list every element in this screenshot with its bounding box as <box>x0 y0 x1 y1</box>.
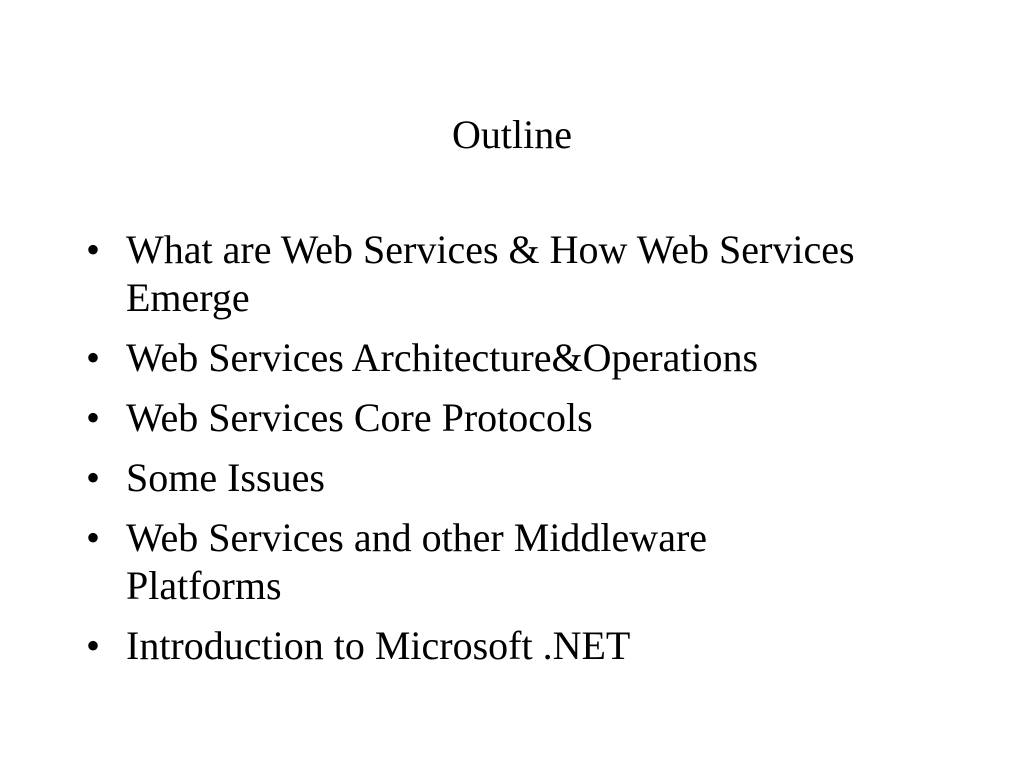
list-item <box>86 622 906 670</box>
bullet-list <box>86 226 906 682</box>
bullet-icon: • <box>86 455 101 500</box>
list-item <box>86 514 906 610</box>
bullet-text: Web Services Architecture&Operations <box>126 335 759 380</box>
bullet-icon: • <box>86 335 101 380</box>
bullet-text: What are Web Services & How Web Services Emerge <box>126 227 855 320</box>
bullet-icon: • <box>86 623 101 668</box>
bullet-icon: • <box>86 395 101 440</box>
list-item <box>86 454 906 502</box>
list-item <box>86 334 906 382</box>
bullet-text: Web Services and other Middleware Platforms <box>126 515 708 608</box>
bullet-icon: • <box>86 227 101 272</box>
slide-title: Outline <box>452 112 572 157</box>
bullet-text: Introduction to Microsoft .NET <box>126 623 631 668</box>
bullet-text: Some Issues <box>126 455 325 500</box>
list-item <box>86 226 906 322</box>
bullet-icon: • <box>86 515 101 560</box>
bullet-text: Web Services Core Protocols <box>126 395 593 440</box>
list-item <box>86 394 906 442</box>
